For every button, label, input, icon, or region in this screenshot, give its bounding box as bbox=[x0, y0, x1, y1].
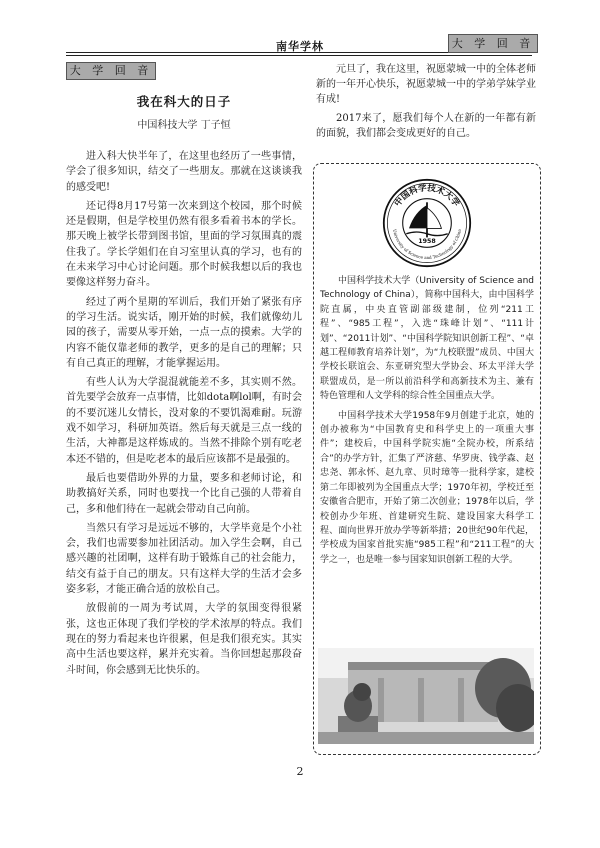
article-paragraph: 还记得8月17号第一次来到这个校园，那个时候还是假期，但是学校里仍然有很多看着书本的学长。那天晚上被学长带到图书馆，里面的学习氛围真的震住我了。学长学姐们在自习室里认真的学习，也有的在未来学习中心讨论问题。那个时候我想以后的我也要像这样努力奋斗。 bbox=[66, 200, 302, 289]
svg-text:1958: 1958 bbox=[418, 237, 436, 245]
university-info-text bbox=[320, 274, 534, 572]
article-paragraph: 有些人认为大学混混就能差不多，其实则不然。首先要学会放弃一点事情，比如dota啊lol啊，有时会的不要沉迷儿女情长，没对象的不要饥渴难耐。玩游戏不如学习，科研加英语。然后每天就是三点一线的生活，大神都是这样炼成的。当然不排除个别有吃老本还不错的，但是吃老本的最后应该都不是最强的。 bbox=[66, 377, 302, 465]
svg-text:中国科学技术大学: 中国科学技术大学 bbox=[392, 183, 462, 209]
header-rule-thin bbox=[66, 55, 532, 56]
article-paragraph: 2017来了，愿我们每个人在新的一年都有新的面貌，我们都会变成更好的自己。 bbox=[316, 113, 536, 139]
ustc-logo-icon bbox=[382, 178, 472, 268]
svg-text:University of Science and Tech: University of Science and Technology of China bbox=[392, 228, 462, 261]
article-paragraph: 经过了两个星期的军训后，我们开始了紧张有序的学习生活。说实话，刚开始的时候，我们就像幼儿园的孩子，需要从零开始，一点一点的摸索。大学的内容不能仅靠老师的教学，更多的是自己的理解；只有自己真正的理解，才能掌握运用。 bbox=[66, 296, 302, 369]
article-title: 我在科大的日子 bbox=[136, 94, 232, 109]
header-section-tab: 大 学 回 音 bbox=[448, 34, 538, 53]
article-right-column bbox=[316, 62, 536, 145]
page-header bbox=[0, 0, 600, 60]
article-paragraph: 放假前的一周为考试周，大学的氛围变得很紧张，这也正体现了我们学校的学术浓厚的特点。我们现在的努力看起来也许很累，但是我们很充实。其实高中生活也要这样，累并充实着。当你回想起那段奋斗时间，你会感到无比快乐的。 bbox=[66, 603, 302, 676]
campus-photo bbox=[318, 648, 534, 744]
info-paragraph: 中国科学技术大学1958年9月创建于北京，她的创办被称为“中国教育史和科学史上的一项重大事件”；建校后，中国科学院实施“全院办校，所系结合”的办学方针，汇集了严济慈、华罗庚、钱学森、赵忠尧、郭永怀、赵九章、贝时璋等一批科学家，建校第二年即被列为全国重点大学；1970年初，学校迁至安徽省合肥市，开始了第二次创业；1978年以后，学校创办少年班、首建研究生院、建设国家大科学工程、面向世界开放办学等新举措；20世纪90年代起，学校成为国家首批实施“985工程”和“211工程”的大学之一，也是唯一参与国家知识创新工程的大学。 bbox=[320, 410, 534, 565]
article-paragraph: 最后也要借助外界的力量，要多和老师讨论，和助教搞好关系，同时也要找一个比自己强的人带着自己，多和他们待在一起就会带动自己向前。 bbox=[66, 472, 302, 515]
university-info-box bbox=[313, 163, 541, 755]
campus-gate-icon bbox=[318, 648, 534, 744]
article-left-column bbox=[66, 92, 302, 682]
article-paragraph: 元旦了，我在这里，祝愿蒙城一中的全体老师新的一年开心快乐，祝愿蒙城一中的学弟学妹学业有成! bbox=[316, 64, 536, 105]
info-paragraph: 中国科学技术大学（University of Science and Technology of China），简称中国科大，由中国科学院直属，中央直管副部级建制，位列“211工程”、“985工程”，入选“珠峰计划”、“111计划”、“2011计划”、“中国科学院知识创新工程”、“卓越工程师教育培养计划”，为“九校联盟”成员、中国大学校长联谊会、东亚研究型大学协会、环太平洋大学联盟成员，是一所以前沿科学和高新技术为主、兼有特色管理和人文学科的综合性全国重点大学。 bbox=[320, 276, 534, 402]
page-number: 2 bbox=[296, 765, 304, 778]
header-title: 南华学林 bbox=[276, 40, 324, 53]
article-paragraph: 进入科大快半年了，在这里也经历了一些事情，学会了很多知识，结交了一些朋友。那就在这谈谈我的感受吧! bbox=[66, 151, 302, 193]
article-paragraph: 当然只有学习是远远不够的，大学毕竟是个小社会，我们也需要参加社团活动。加入学生会啊，自己感兴趣的社团啊，这样有助于锻炼自己的社会能力，结交有益于自己的朋友。只有这样大学的生活才会多姿多彩，才能正确合适的放松自己。 bbox=[66, 522, 302, 596]
article-byline: 中国科技大学 丁子恒 bbox=[137, 120, 231, 131]
section-tab: 大 学 回 音 bbox=[66, 62, 156, 80]
